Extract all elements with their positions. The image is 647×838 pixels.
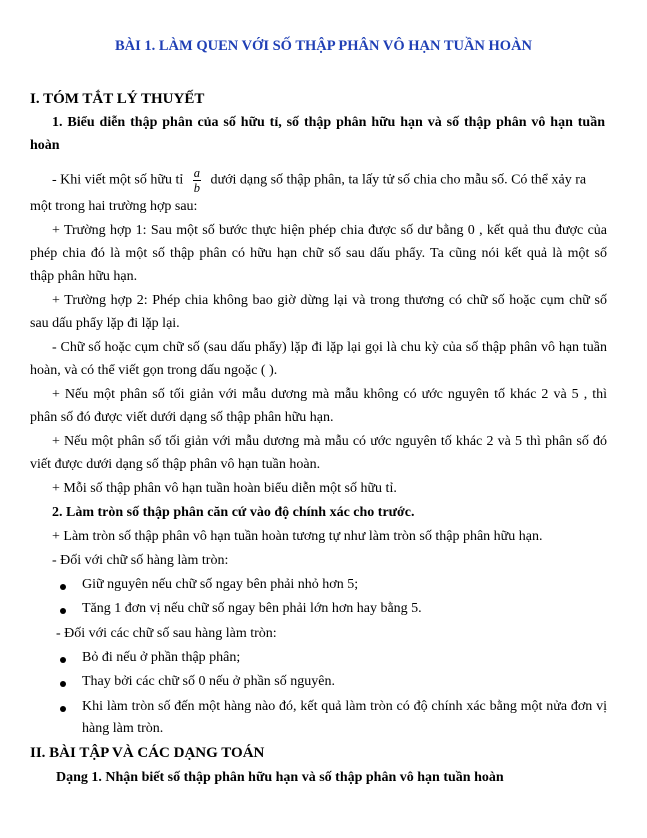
subsection-1-title-line-1: 1. Biểu diễn thập phân của số hữu tỉ, số thập phân hữu hạn và số thập phân vô hạn tuần [52, 115, 605, 130]
bullet-dot-1 [60, 584, 66, 590]
rounding-after-heading: - Đối với các chữ số sau hàng làm tròn: [56, 626, 277, 641]
bullet-dot-5 [60, 706, 66, 712]
lesson-title: BÀI 1. LÀM QUEN VỚI SỐ THẬP PHÂN VÔ HẠN TUẦN HOÀN [114, 38, 533, 54]
case-1-text-1: + Trường hợp 1: Sau một số bước thực hiện phép chia được số dư bằng 0 , kết quả thu được của [52, 223, 607, 238]
case-1-line-1 [52, 222, 647, 240]
case-2-line-2: sau dấu phẩy lặp đi lặp lại. [30, 316, 180, 331]
bullet-precision-line-1 [82, 698, 647, 716]
subsection-1-title [52, 114, 647, 132]
paragraph-rational-intro-a: - Khi viết một số hữu tỉ [52, 172, 184, 188]
period-line-2: hoàn, và có thể viết gọn trong dấu ngoặc ( ). [30, 363, 278, 378]
rule-1-line-1 [52, 386, 647, 404]
bullet-dot-2 [60, 608, 66, 614]
case-1-text-2: phép chia đó là một số thập phân có hữu hạn chữ số sau dấu phẩy. Ta cũng nói kết quả là một số [30, 246, 607, 261]
bullet-drop: Bỏ đi nếu ở phần thập phân; [82, 650, 241, 665]
fraction-a-over-b [193, 166, 201, 195]
section-2-heading: II. BÀI TẬP VÀ CÁC DẠNG TOÁN [30, 745, 265, 761]
case-2-text-1: + Trường hợp 2: Phép chia không bao giờ dừng lại và trong thương có chữ số hoặc cụm chữ số [52, 293, 607, 308]
rounding-digit-heading: - Đối với chữ số hàng làm tròn: [52, 553, 229, 568]
rule-1-line-2: phân số đó được viết dưới dạng số thập phân hữu hạn. [30, 410, 334, 425]
period-line-1 [52, 339, 647, 357]
case-1-line-2 [30, 245, 647, 263]
case-1-line-3: thập phân hữu hạn. [30, 269, 138, 284]
bullet-precision-text-1: Khi làm tròn số đến một hàng nào đó, kết quả làm tròn có độ chính xác bằng một nửa đơn vị [82, 699, 607, 714]
subsection-1-title-line-2: hoàn [30, 138, 60, 153]
bullet-dot-4 [60, 681, 66, 687]
bullet-keep: Giữ nguyên nếu chữ số ngay bên phải nhỏ hơn 5; [82, 577, 359, 592]
bullet-replace-zero: Thay bởi các chữ số 0 nếu ở phần số nguyên. [82, 674, 335, 689]
paragraph-rational-intro-line-2: một trong hai trường hợp sau: [30, 199, 198, 214]
fraction-numerator: a [193, 166, 200, 180]
bullet-precision-line-2: hàng làm tròn. [82, 721, 164, 736]
rule-2-line-2: viết được dưới dạng số thập phân vô hạn tuần hoàn. [30, 457, 321, 472]
exercise-type-1-title: Dạng 1. Nhận biết số thập phân hữu hạn và số thập phân vô hạn tuần hoàn [56, 770, 504, 785]
paragraph-rational-intro-b: dưới dạng số thập phân, ta lấy tử số chia cho mẫu số. Có thể xảy ra [210, 172, 587, 188]
rounding-intro: + Làm tròn số thập phân vô hạn tuần hoàn tương tự như làm tròn số thập phân hữu hạn. [52, 529, 543, 544]
period-text-1: - Chữ số hoặc cụm chữ số (sau dấu phẩy) lặp đi lặp lại gọi là chu kỳ của số thập phân vô hạn tuần [52, 340, 607, 355]
bullet-increase: Tăng 1 đơn vị nếu chữ số ngay bên phải lớn hơn hay bằng 5. [82, 601, 422, 616]
rule-2-line-1 [52, 433, 647, 451]
subsection-2-title: 2. Làm tròn số thập phân căn cứ vào độ chính xác cho trước. [52, 505, 415, 520]
section-1-heading: I. TÓM TẮT LÝ THUYẾT [30, 91, 205, 107]
rule-2-text-1: + Nếu một phân số tối giản với mẫu dương mà mẫu có ước nguyên tố khác 2 và 5 thì phân số đó [52, 434, 607, 449]
bullet-dot-3 [60, 657, 66, 663]
fraction-denominator: b [193, 181, 200, 195]
rule-3: + Mỗi số thập phân vô hạn tuần hoàn biểu diễn một số hữu tỉ. [52, 481, 397, 496]
paragraph-rational-intro [52, 166, 647, 195]
rule-1-text-1: + Nếu một phân số tối giản với mẫu dương mà mẫu không có ước nguyên tố khác 2 và 5 , thì [52, 387, 607, 402]
case-2-line-1 [52, 292, 647, 310]
